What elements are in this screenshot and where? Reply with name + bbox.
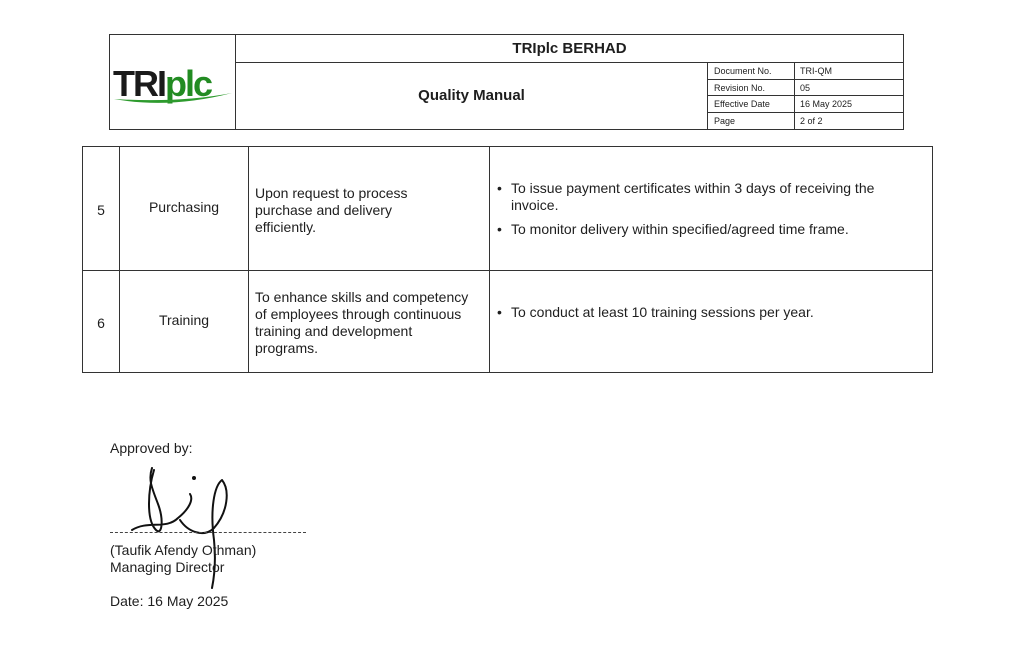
meta-row-revision-no bbox=[708, 80, 903, 97]
row-objectives bbox=[494, 304, 914, 328]
company-name: TRIplc BERHAD bbox=[236, 35, 903, 63]
document-meta bbox=[708, 63, 903, 129]
logo-swoosh-icon bbox=[110, 87, 236, 107]
meta-row-effective-date bbox=[708, 96, 903, 113]
signature-line bbox=[110, 532, 306, 533]
meta-label: Page bbox=[714, 115, 736, 126]
row-objectives bbox=[494, 180, 914, 245]
meta-label: Document No. bbox=[714, 66, 772, 76]
list-item: • To monitor delivery within specified/agreed time frame. bbox=[494, 221, 914, 238]
approved-by-label: Approved by: bbox=[110, 440, 193, 456]
row-policy: Upon request to process purchase and delivery efficiently. bbox=[255, 185, 408, 235]
list-item: • To conduct at least 10 training sessions per year. bbox=[494, 304, 914, 321]
company-logo: TRIplc bbox=[113, 63, 212, 104]
signer-role: Managing Director bbox=[110, 559, 225, 575]
objectives-table bbox=[82, 146, 933, 373]
approval-date: Date: 16 May 2025 bbox=[110, 593, 229, 609]
logo-cell bbox=[110, 35, 236, 129]
meta-label: Effective Date bbox=[714, 99, 770, 109]
meta-value: 2 of 2 bbox=[800, 115, 823, 126]
meta-row-document-no bbox=[708, 63, 903, 80]
meta-value: 05 bbox=[800, 82, 811, 93]
document-title: Quality Manual bbox=[236, 63, 708, 129]
meta-label: Revision No. bbox=[714, 82, 766, 93]
document-header bbox=[109, 34, 904, 130]
meta-value: TRI-QM bbox=[800, 66, 832, 76]
row-number: 5 bbox=[97, 202, 105, 218]
row-area: Purchasing bbox=[148, 199, 220, 215]
row-area: Training bbox=[158, 312, 210, 328]
meta-value: 16 May 2025 bbox=[800, 99, 853, 109]
signer-name: (Taufik Afendy Othman) bbox=[110, 542, 257, 558]
row-number: 6 bbox=[97, 315, 105, 331]
row-policy: To enhance skills and competency of employees through continuous training and development programs. bbox=[255, 289, 469, 356]
meta-row-page bbox=[708, 113, 903, 130]
list-item: • To issue payment certificates within 3 days of receiving the invoice. bbox=[494, 180, 914, 214]
